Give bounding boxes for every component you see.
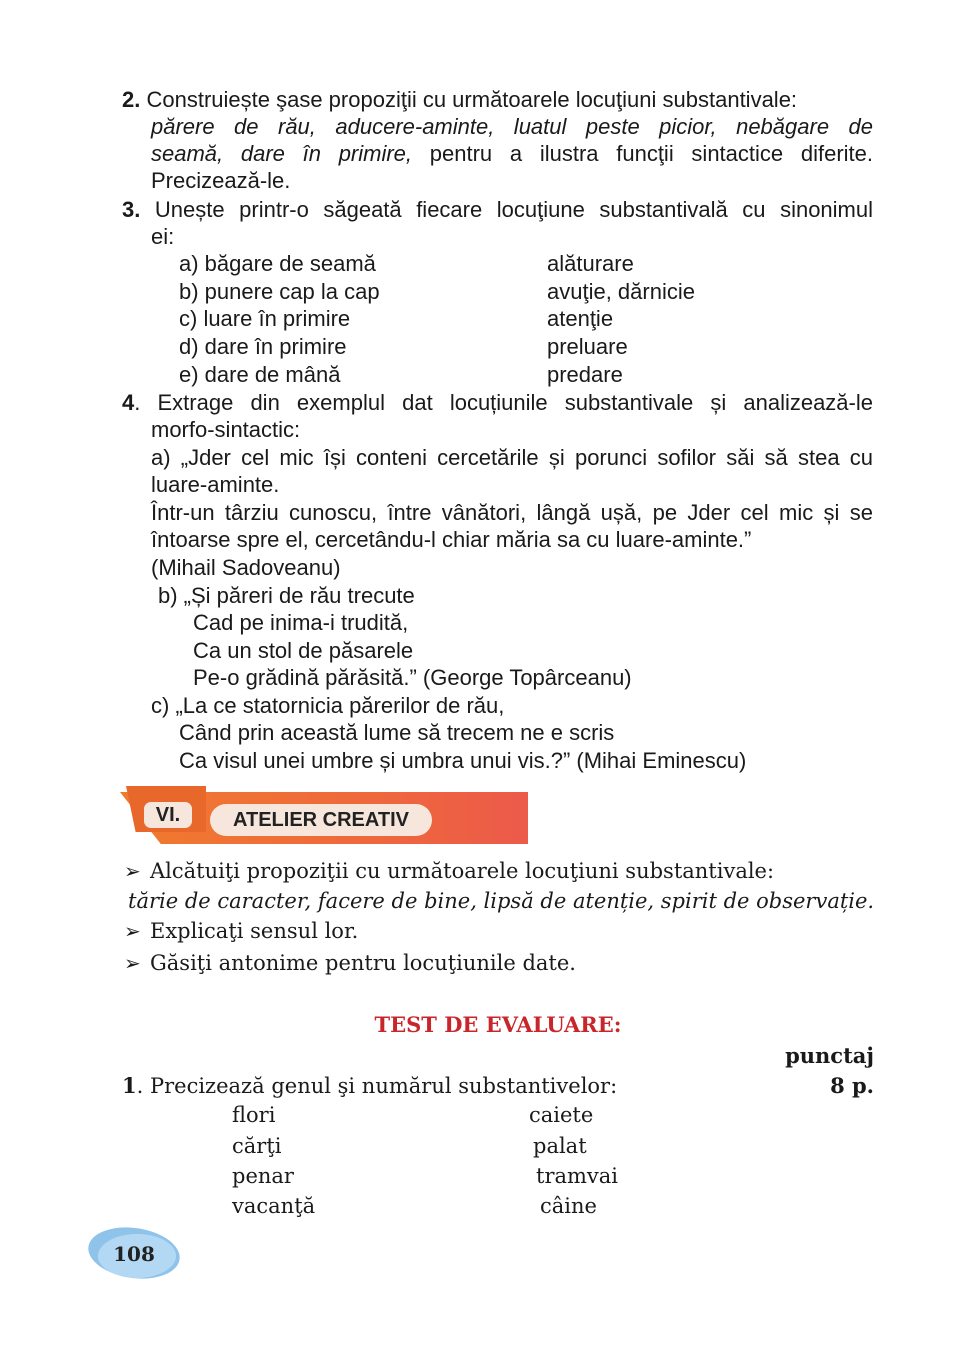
page-number: 108: [113, 1242, 155, 1266]
ex4-line-2: morfo-sintactic:: [151, 417, 301, 442]
ex2-line-1: [122, 86, 797, 113]
ex4-quote-a-author: (Mihail Sadoveanu): [151, 555, 341, 580]
ex3-line-1: [122, 196, 873, 223]
ex4-quote-b-3: Ca un stol de păsarele: [193, 638, 414, 663]
ex4-quote-b-1: b) „Și păreri de rău trecute: [158, 583, 415, 608]
ex2-text-1: Construiește şase propoziţii cu următoarele locuţiuni substantivale:: [146, 87, 798, 112]
word-left-2: cărţi: [232, 1134, 282, 1158]
creative-text-3: Găsiţi antonime pentru locuţiunile date.: [150, 951, 576, 975]
section-number: VI.: [144, 802, 192, 828]
ex3-left-c: c) luare în primire: [179, 306, 351, 331]
ex4-quote-c-2: Când prin această lume să trecem ne e scris: [179, 720, 615, 745]
creative-locutions-text: tărie de caracter, facere de bine, lipsă de atenție, spirit de observație.: [128, 889, 875, 913]
ex4-quote-a-1: [151, 444, 873, 471]
ex4-quote-b-4: Pe-o grădină părăsită.” (George Topârceanu): [193, 665, 632, 690]
creative-text-1: Alcătuiţi propoziţii cu următoarele locuţiuni substantivale:: [150, 859, 775, 883]
creative-bullet-2: [124, 918, 358, 945]
ex4-quote-c-1: c) „La ce statornicia părerilor de rău,: [151, 693, 505, 718]
ex3-line-2: ei:: [151, 224, 175, 249]
score-header: punctaj: [785, 1043, 874, 1068]
ex4-quote-a-3-text: Într-un târziu cunoscu, între vânători, lângă ușă, pe Jder cel mic și se: [151, 500, 873, 525]
ex3-right-d: preluare: [547, 334, 628, 359]
ex3-text-1: Unește printr-o săgeată fiecare locuţiune substantivală cu sinonimul: [154, 197, 873, 222]
ex4-quote-a-2: luare-aminte.: [151, 472, 280, 497]
ex2-locutions-2: seamă, dare în primire,: [151, 141, 413, 166]
ex4-line-1: [122, 389, 873, 416]
word-left-3: penar: [232, 1164, 294, 1188]
ex4-quote-a-3: [151, 499, 873, 526]
section-title: ATELIER CREATIV: [210, 804, 432, 836]
test-title: TEST DE EVALUARE:: [374, 1012, 622, 1037]
creative-bullet-1: [124, 858, 774, 885]
ex3-right-a: alăturare: [547, 251, 634, 276]
ex3-left-b: b) punere cap la cap: [179, 279, 380, 304]
ex4-quote-c-3: Ca visul unei umbre și umbra unui vis.?” (Mihai Eminescu): [179, 748, 747, 773]
ex3-left-d: d) dare în primire: [179, 334, 347, 359]
page-number-badge: [88, 1228, 180, 1282]
word-right-1: caiete: [529, 1103, 594, 1127]
ex3-number: 3.: [122, 197, 141, 222]
arrow-bullet-icon: ➢: [124, 859, 141, 883]
ex2-number: 2.: [122, 87, 141, 112]
creative-text-2: Explicaţi sensul lor.: [150, 919, 359, 943]
ex4-quote-a-1-text: a) „Jder cel mic își conteni cercetările și porunci sofilor săi să stea cu: [151, 445, 873, 470]
arrow-bullet-icon: ➢: [124, 951, 141, 975]
ex3-left-a: a) băgare de seamă: [179, 251, 376, 276]
ex4-number: 4: [122, 390, 135, 415]
question-number: 1: [122, 1073, 137, 1098]
word-left-4: vacanţă: [232, 1194, 316, 1218]
ex3-right-b: avuţie, dărnicie: [547, 279, 695, 304]
creative-bullet-3: [124, 950, 576, 977]
ex3-right-c: atenţie: [547, 306, 614, 331]
word-right-2: palat: [533, 1134, 587, 1158]
creative-locutions: [128, 888, 874, 915]
section-banner: [120, 786, 530, 844]
ex2-line-2: [151, 113, 873, 140]
word-right-3: tramvai: [536, 1164, 619, 1188]
ex3-right-e: predare: [547, 362, 623, 387]
ex4-text-1: . Extrage din exemplul dat locuțiunile substantivale și analizează-le: [134, 390, 873, 415]
ex3-left-e: e) dare de mână: [179, 362, 341, 387]
ex4-quote-b-2: Cad pe inima-i trudită,: [193, 610, 409, 635]
ex2-line-3: [151, 140, 873, 167]
ex4-quote-a-4: întoarse spre el, cercetându-l chiar măria sa cu luare-aminte.”: [151, 527, 752, 552]
test-question-1: [122, 1072, 617, 1100]
word-right-4: câine: [540, 1194, 597, 1218]
word-left-1: flori: [232, 1103, 276, 1127]
ex2-text-3: pentru a ilustra funcţii sintactice diferite.: [412, 141, 874, 166]
question-text: . Precizează genul şi numărul substantivelor:: [136, 1074, 618, 1098]
ex2-locutions-1: părere de rău, aducere-aminte, luatul peste picior, nebăgare de: [151, 114, 873, 139]
question-points: 8 p.: [830, 1073, 874, 1098]
arrow-bullet-icon: ➢: [124, 919, 141, 943]
ex2-line-4: Precizează-le.: [151, 168, 291, 193]
